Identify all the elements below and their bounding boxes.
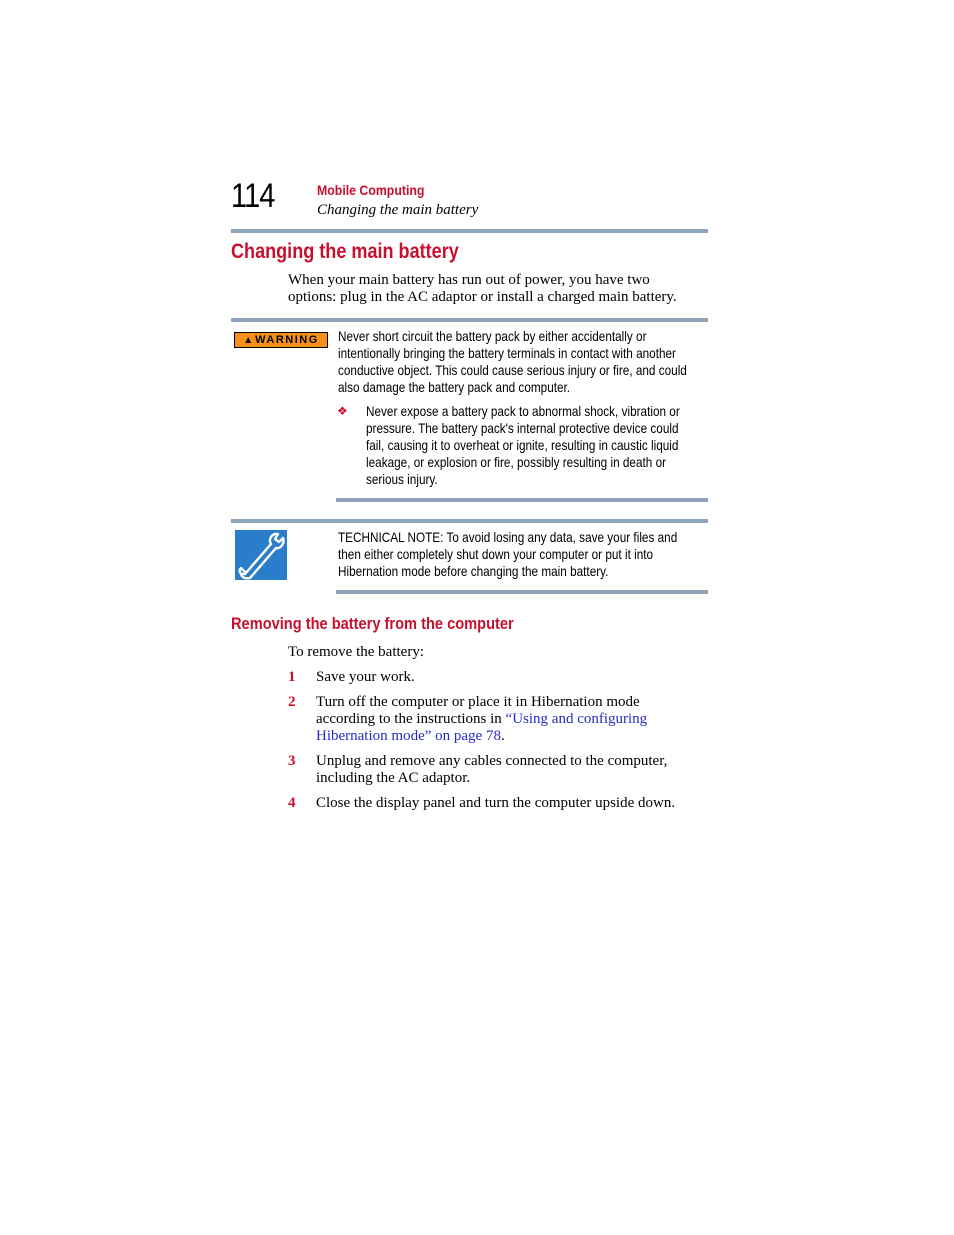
- step-line: Turn off the computer or place it in Hibernation mode: [316, 694, 640, 710]
- tech-note-line: then either completely shut down your computer or put it into: [338, 546, 654, 562]
- page-number: 114: [231, 177, 275, 215]
- cross-reference-link[interactable]: “Using and configuring: [505, 711, 648, 727]
- warning-bullet-line: Never expose a battery pack to abnormal shock, vibration or: [366, 403, 680, 419]
- step-text: Save your work.: [316, 669, 415, 685]
- warning-bullet-line: fail, causing it to overheat or ignite, resulting in caustic liquid: [366, 437, 679, 453]
- tech-note-top-rule: [231, 519, 708, 523]
- warning-line: Never short circuit the battery pack by either accidentally or: [338, 328, 647, 344]
- tech-note-line: Hibernation mode before changing the main battery.: [338, 563, 609, 579]
- chapter-title: Mobile Computing: [317, 182, 425, 198]
- cross-reference-link[interactable]: Hibernation mode” on page 78: [316, 728, 501, 744]
- step-line: including the AC adaptor.: [316, 770, 471, 786]
- tech-note-bottom-rule: [336, 590, 708, 594]
- step-line: [316, 711, 647, 728]
- tech-note-text: [338, 529, 677, 580]
- header-rule: [231, 229, 708, 233]
- warning-bullet-line: leakage, or explosion or fire, possibly resulting in death or: [366, 454, 667, 470]
- warning-badge-label: WARNING: [255, 334, 319, 346]
- warning-bottom-rule: [336, 498, 708, 502]
- warning-text: [338, 328, 687, 396]
- warning-line: intentionally bringing the battery terminals in contact with another: [338, 345, 676, 361]
- step-line: Unplug and remove any cables connected to the computer,: [316, 753, 668, 769]
- tech-note-line: TECHNICAL NOTE: To avoid losing any data, save your files and: [338, 529, 678, 545]
- step-line: [316, 728, 647, 745]
- step-number: 4: [288, 795, 296, 811]
- step-number: 1: [288, 669, 296, 685]
- step-text: Close the display panel and turn the computer upside down.: [316, 795, 676, 811]
- steps-intro: To remove the battery:: [288, 644, 424, 660]
- intro-line: When your main battery has run out of power, you have two: [288, 272, 650, 288]
- warning-bullet-text: [366, 403, 680, 488]
- running-section-title: Changing the main battery: [317, 202, 479, 218]
- warning-triangle-icon: ▲: [243, 334, 254, 346]
- step-line-text: according to the instructions in: [316, 711, 506, 727]
- warning-badge: [234, 332, 328, 348]
- warning-top-rule: [231, 318, 708, 322]
- section-heading: Changing the main battery: [231, 240, 459, 263]
- warning-line: also damage the battery pack and computer.: [338, 379, 571, 395]
- diamond-bullet-icon: ❖: [337, 404, 348, 418]
- wrench-icon: [235, 530, 287, 580]
- warning-line: conductive object. This could cause serious injury or fire, and could: [338, 362, 687, 378]
- step-text: [316, 753, 667, 787]
- intro-paragraph: [288, 272, 677, 306]
- step-line-text: .: [500, 728, 505, 744]
- warning-bullet-line: serious injury.: [366, 471, 438, 487]
- intro-line: options: plug in the AC adaptor or install a charged main battery.: [288, 289, 677, 305]
- subsection-heading: Removing the battery from the computer: [231, 614, 514, 633]
- step-number: 2: [288, 694, 296, 710]
- warning-bullet-line: pressure. The battery pack's internal protective device could: [366, 420, 679, 436]
- step-number: 3: [288, 753, 296, 769]
- step-text: [316, 694, 647, 745]
